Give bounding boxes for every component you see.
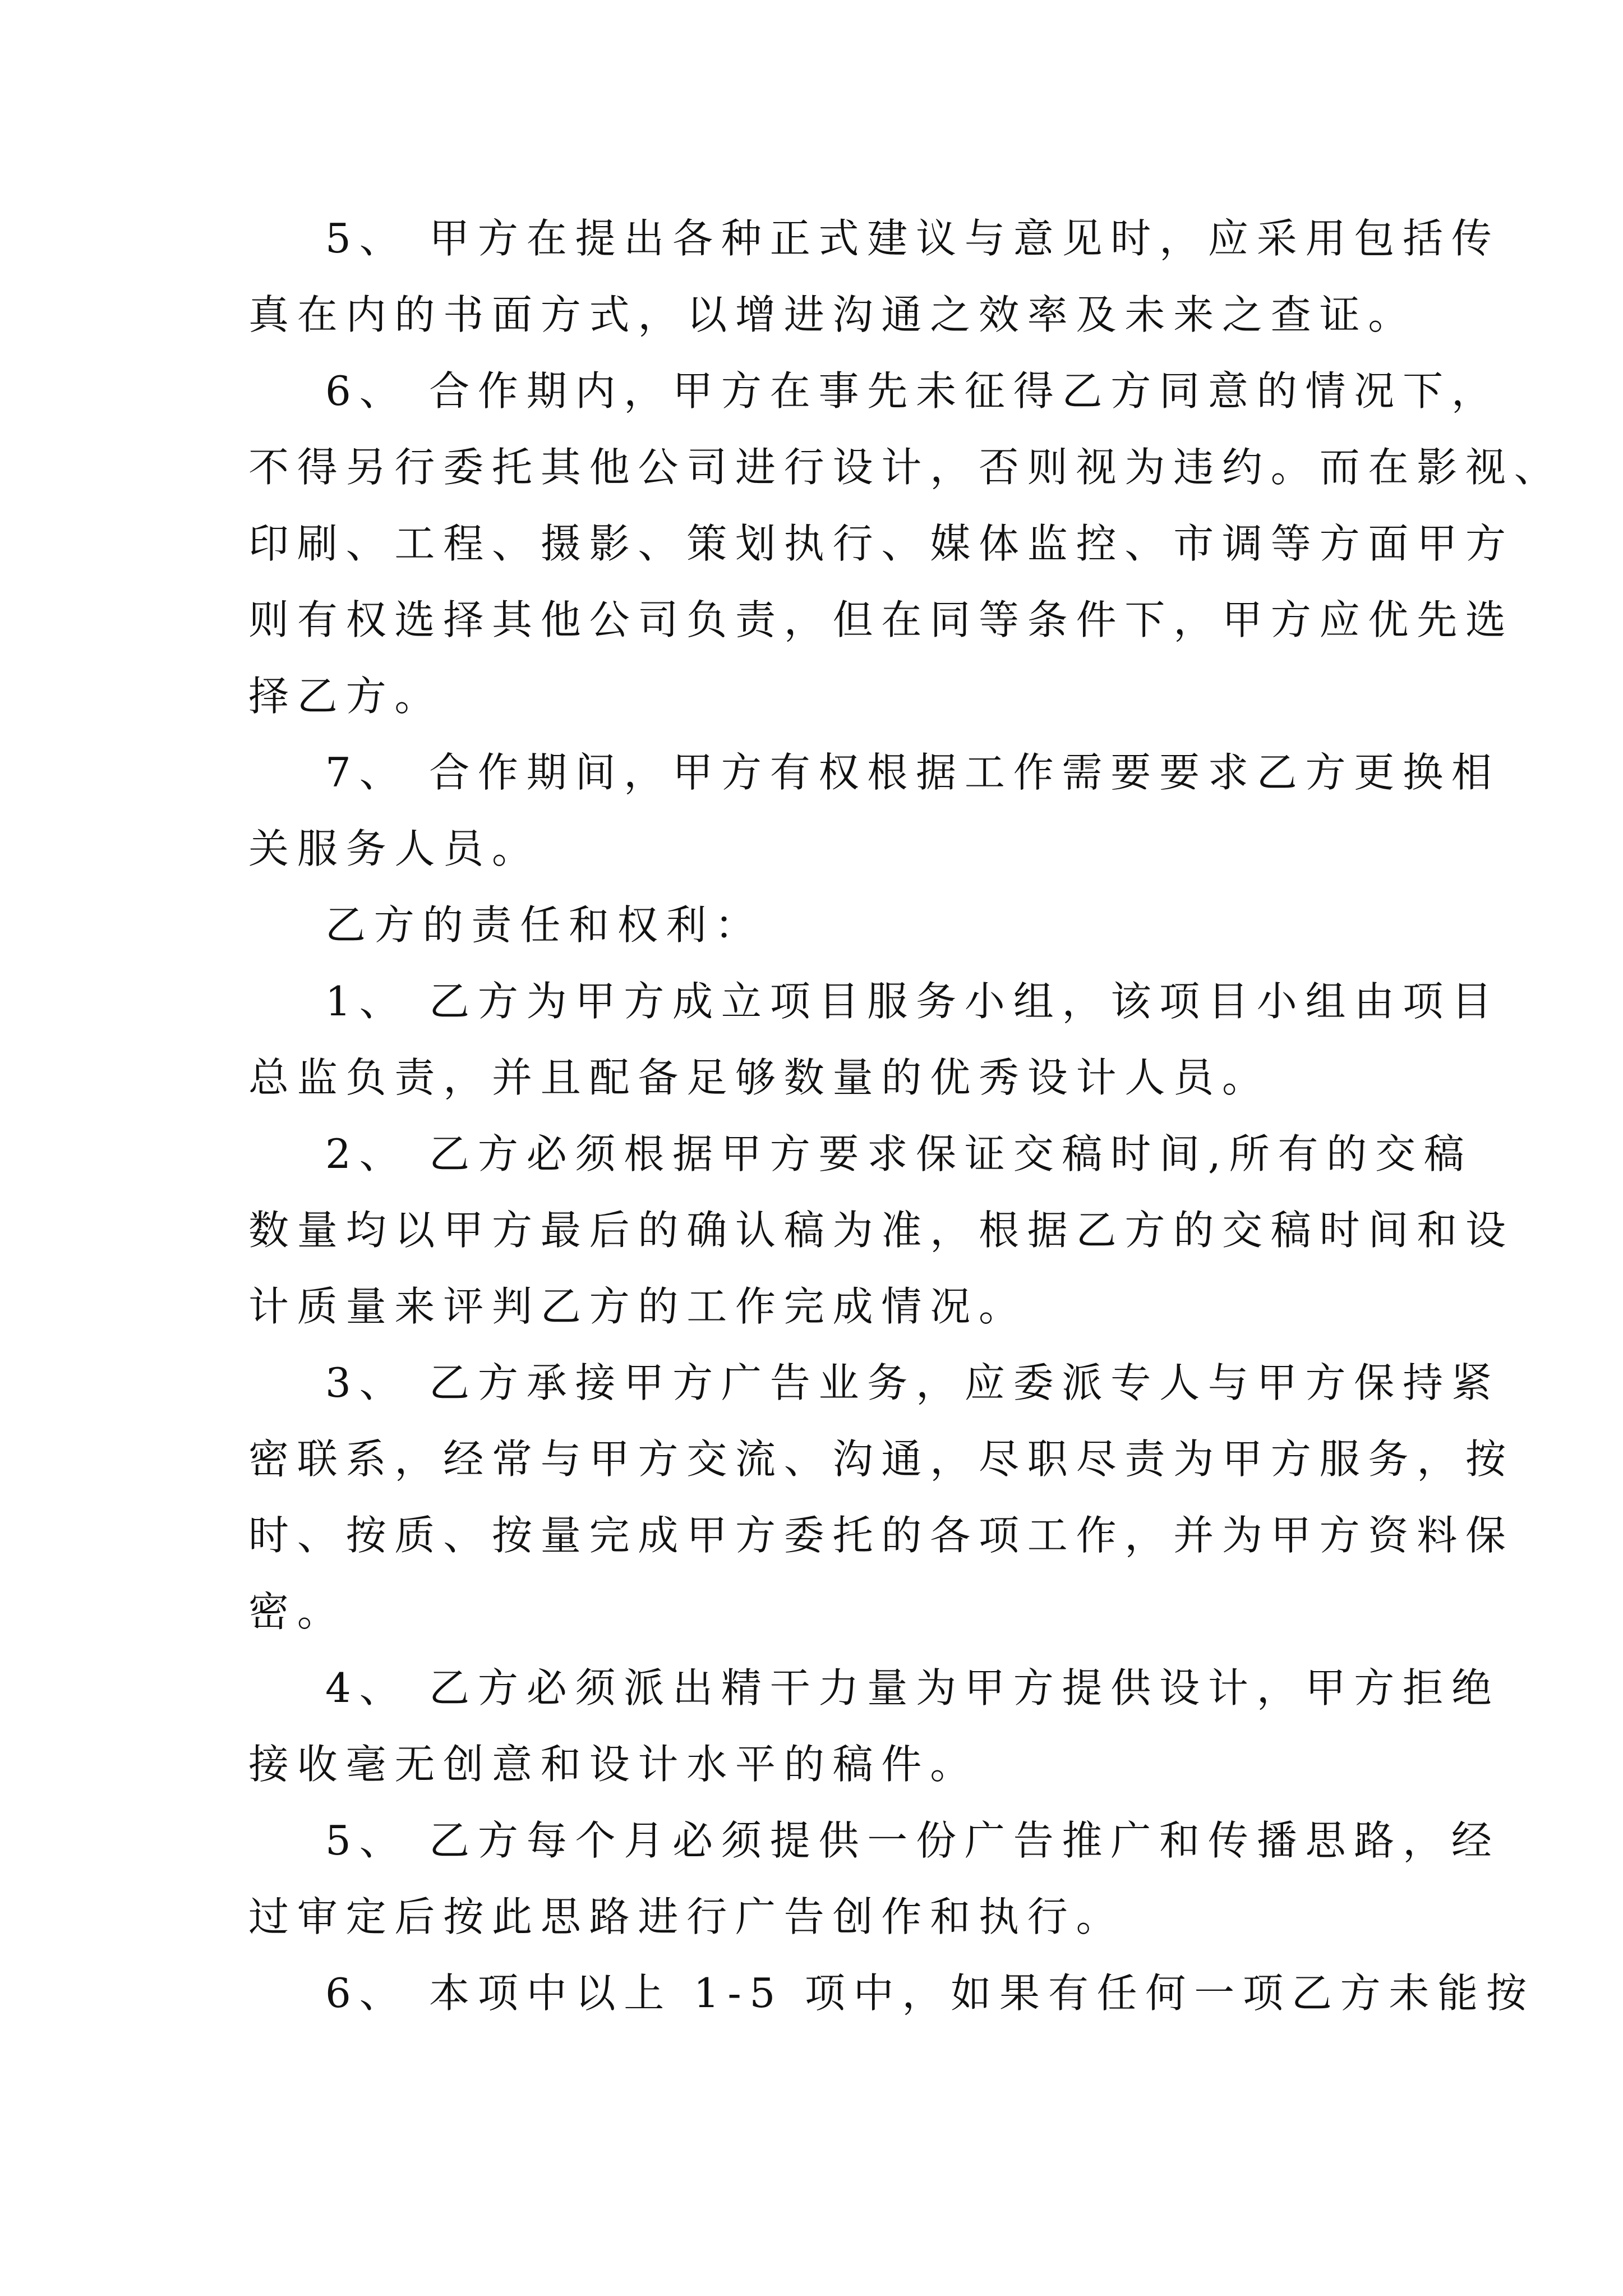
- text-line: 时、按质、按量完成甲方委托的各项工作，并为甲方资料保: [248, 1512, 1514, 1559]
- text-line: 择乙方。: [248, 673, 444, 720]
- text-line: 不得另行委托其他公司进行设计，否则视为违约。而在影视、: [248, 444, 1563, 491]
- text-line: 印刷、工程、摄影、策划执行、媒体监控、市调等方面甲方: [248, 520, 1514, 567]
- text-line: 过审定后按此思路进行广告创作和执行。: [248, 1893, 1125, 1940]
- text-line: 密联系，经常与甲方交流、沟通，尽职尽责为甲方服务，按: [248, 1435, 1514, 1483]
- text-line: 6、 本项中以上 1-5 项中，如果有任何一项乙方未能按: [325, 1970, 1535, 2017]
- text-line: 4、 乙方必须派出精干力量为甲方提供设计，甲方拒绝: [325, 1664, 1500, 1711]
- text-line: 6、 合作期内，甲方在事先未征得乙方同意的情况下，: [325, 367, 1500, 415]
- text-line: 计质量来评判乙方的工作完成情况。: [248, 1283, 1027, 1330]
- text-line: 接收毫无创意和设计水平的稿件。: [248, 1741, 979, 1788]
- text-line: 5、 甲方在提出各种正式建议与意见时，应采用包括传: [325, 215, 1500, 262]
- text-line: 3、 乙方承接甲方广告业务，应委派专人与甲方保持紧: [325, 1359, 1500, 1406]
- section-heading: 乙方的责任和权利：: [325, 901, 764, 949]
- text-line: 真在内的书面方式，以增进沟通之效率及未来之查证。: [248, 291, 1417, 338]
- text-line: 1、 乙方为甲方成立项目服务小组，该项目小组由项目: [325, 978, 1500, 1025]
- text-line: 关服务人员。: [248, 825, 541, 872]
- text-line: 则有权选择其他公司负责，但在同等条件下，甲方应优先选: [248, 596, 1514, 643]
- text-line: 总监负责，并且配备足够数量的优秀设计人员。: [248, 1054, 1271, 1101]
- text-line: 5、 乙方每个月必须提供一份广告推广和传播思路，经: [325, 1817, 1500, 1864]
- text-line: 数量均以甲方最后的确认稿为准，根据乙方的交稿时间和设: [248, 1207, 1514, 1254]
- text-line: 7、 合作期间，甲方有权根据工作需要要求乙方更换相: [325, 749, 1500, 796]
- text-line: 密。: [248, 1588, 346, 1635]
- text-line: 2、 乙方必须根据甲方要求保证交稿时间,所有的交稿: [325, 1130, 1473, 1177]
